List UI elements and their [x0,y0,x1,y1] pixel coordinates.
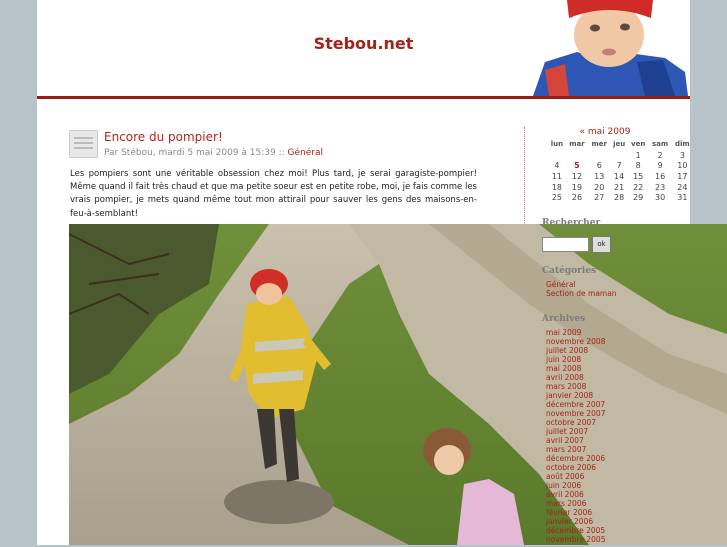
calendar-day: 27 [594,193,605,203]
calendar-day: 11 [551,171,562,181]
calendar-day: 6 [596,161,602,171]
calendar-week [548,160,693,171]
archive-link[interactable]: novembre 2005 [546,535,606,544]
calendar-day: 22 [633,182,644,192]
archive-link[interactable]: novembre 2008 [546,337,606,346]
archive-link[interactable]: décembre 2005 [546,526,606,535]
calendar-title[interactable]: « mai 2009 [579,127,631,137]
archive-link[interactable]: janvier 2008 [546,391,594,400]
calendar-week [548,150,693,161]
calendar-day: 23 [655,182,666,192]
calendar-day: 16 [655,171,666,181]
calendar-week [548,182,693,193]
category-link[interactable]: Section de maman [546,289,617,298]
archive-link[interactable]: novembre 2007 [546,409,606,418]
archive-link[interactable]: mars 2008 [546,382,587,391]
archive-link[interactable]: février 2006 [546,508,593,517]
calendar-day: 9 [657,161,663,171]
calendar-week [548,171,693,182]
calendar-day: 26 [571,193,583,203]
category-list [546,280,617,298]
archive-link[interactable]: octobre 2007 [546,418,597,427]
calendar-day: 13 [594,171,605,181]
archive-link[interactable]: juin 2006 [546,481,582,490]
calendar-day: 29 [633,193,644,203]
archive-link[interactable]: mars 2007 [546,445,587,454]
archive-link[interactable]: janvier 2006 [546,517,594,526]
calendar-day: 8 [635,161,641,171]
archive-link[interactable]: octobre 2006 [546,463,597,472]
calendar-day: 21 [614,182,625,192]
calendar-day-header: mer [591,140,607,149]
archive-link[interactable]: juillet 2008 [546,346,589,355]
category-link[interactable]: Général [546,280,576,289]
calendar-day: 24 [677,182,688,192]
calendar-day [588,150,610,161]
post-title[interactable]: Encore du pompier! [104,130,223,144]
categories-heading: Catégories [542,266,597,276]
search-heading: Rechercher [542,218,601,228]
calendar-day: 31 [677,193,688,203]
archive-link[interactable]: décembre 2006 [546,454,606,463]
calendar-table [548,139,693,203]
calendar-day-header: lun [550,140,564,149]
calendar-day-header: sam [652,140,669,149]
calendar-day: 19 [571,182,583,192]
calendar-day: 3 [679,150,685,160]
calendar-day-header: mar [569,140,585,149]
archive-link[interactable]: avril 2008 [546,373,584,382]
sidebar-lower [525,214,727,545]
search-button[interactable]: ok [592,236,611,253]
calendar-day: 12 [571,171,583,181]
archive-link[interactable]: avril 2006 [546,490,584,499]
calendar-day: 30 [655,193,666,203]
archive-link[interactable]: juillet 2007 [546,427,589,436]
calendar-day: 25 [551,193,562,203]
archive-link[interactable]: mai 2008 [546,364,582,373]
calendar-day: 10 [677,161,688,171]
calendar-day: 14 [614,171,625,181]
calendar-day-header: ven [631,140,646,149]
archive-link[interactable]: avril 2007 [546,436,584,445]
archive-list [546,328,605,544]
post-category-link[interactable]: Général [287,148,323,158]
calendar-day [548,150,566,161]
search-input[interactable] [542,237,589,252]
calendar-day: 15 [633,171,644,181]
calendar-day-header: jeu [613,140,626,149]
calendar-day: 4 [554,161,560,171]
archives-heading: Archives [542,314,586,324]
calendar-day: 7 [616,161,622,171]
calendar-day: 28 [614,193,625,203]
archive-link[interactable]: décembre 2007 [546,400,606,409]
archive-link[interactable]: mars 2006 [546,499,587,508]
calendar-day-link[interactable]: 5 [574,161,580,171]
archive-link[interactable]: août 2006 [546,472,585,481]
site-title[interactable]: Stebou.net [313,34,414,53]
calendar-day: 2 [657,150,663,160]
calendar-day: 1 [635,150,641,160]
header-photo [525,0,688,96]
header [37,0,690,99]
calendar-day-header: dim [675,140,690,149]
post-byline: Par Stébou, mardi 5 mai 2009 à 15:39 :: [104,148,285,158]
calendar-day [610,150,627,161]
post-meta [104,148,323,158]
post-body: Les pompiers sont une véritable obsession chez moi! Plus tard, je serai garagiste-pompier! Même quand il fait très chaud et que ma petite soeur est en petite robe, moi, je fais comme les vrais pompier, je mets quand même tout mon attirail pour sauver les gens des maisons-en-feu-à-semblant! [70,169,477,219]
calendar-day [566,150,588,161]
archive-link[interactable]: juin 2008 [546,355,582,364]
calendar-day: 18 [551,182,562,192]
calendar-day: 17 [677,171,688,181]
post-icon [69,130,98,158]
calendar-week [548,192,693,203]
archive-link[interactable]: mai 2009 [546,328,582,337]
calendar-day: 20 [594,182,605,192]
